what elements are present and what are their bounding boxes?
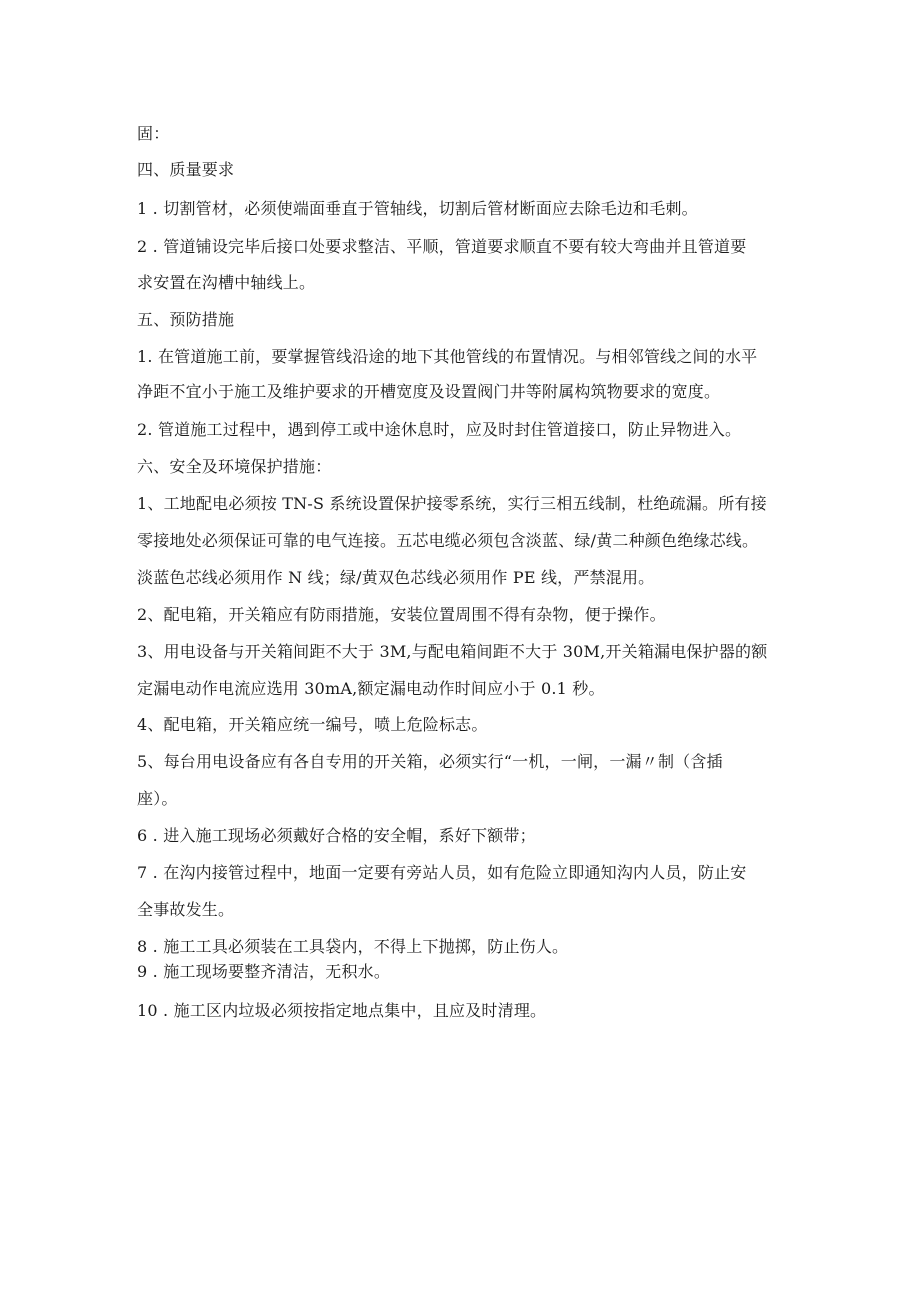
text-line: 定漏电动作电流应选用 30mA,额定漏电动作时间应小于 0.1 秒。 <box>137 679 605 698</box>
text-line: 淡蓝色芯线必须用作 N 线；绿/黄双色芯线必须用作 PE 线，严禁混用。 <box>137 568 655 587</box>
text-line: 零接地处必须保证可靠的电气连接。五芯电缆必须包含淡蓝、绿/黄二种颜色绝缘芯线。 <box>137 531 759 550</box>
text-line: 固： <box>137 124 170 143</box>
text-line: 2. 管道施工过程中，遇到停工或中途休息时，应及时封住管道接口，防止异物进入。 <box>137 420 742 439</box>
section-heading: 六、安全及环境保护措施： <box>137 457 332 476</box>
text-line: 全事故发生。 <box>137 900 235 919</box>
text-line: 1、工地配电必须按 TN-S 系统设置保护接零系统，实行三相五线制，杜绝疏漏。所有接 <box>137 494 767 513</box>
text-line: 净距不宜小于施工及维护要求的开槽宽度及设置阀门井等附属构筑物要求的宽度。 <box>137 382 721 401</box>
text-line: 10 . 施工区内垃圾必须按指定地点集中，且应及时清理。 <box>137 1001 547 1020</box>
text-line: 座）。 <box>137 789 178 808</box>
text-line: 2 . 管道铺设完毕后接口处要求整洁、平顺，管道要求顺直不要有较大弯曲并且管道要 <box>137 237 747 256</box>
text-line: 1. 在管道施工前，要掌握管线沿途的地下其他管线的布置情况。与相邻管线之间的水平 <box>137 347 758 366</box>
text-line: 2、配电箱，开关箱应有防雨措施，安装位置周围不得有杂物，便于操作。 <box>137 605 666 624</box>
text-line: 1 . 切割管材，必须使端面垂直于管轴线，切割后管材断面应去除毛边和毛刺。 <box>137 199 698 218</box>
text-line: 7 . 在沟内接管过程中，地面一定要有旁站人员，如有危险立即通知沟内人员，防止安 <box>137 863 747 882</box>
section-heading: 四、质量要求 <box>137 160 235 179</box>
text-line: 6 . 进入施工现场必须戴好合格的安全帽，系好下额带； <box>137 826 536 845</box>
section-heading: 五、预防措施 <box>137 310 235 329</box>
text-line: 求安置在沟槽中轴线上。 <box>137 273 316 292</box>
text-line: 8 . 施工工具必须装在工具袋内，不得上下抛掷，防止伤人。 <box>137 937 569 956</box>
text-line: 4、配电箱，开关箱应统一编号，喷上危险标志。 <box>137 715 488 734</box>
text-line: 5、每台用电设备应有各自专用的开关箱，必须实行“一机，一闸，一漏〃制（含插 <box>137 752 723 771</box>
text-line: 3、用电设备与开关箱间距不大于 3M,与配电箱间距不大于 30M,开关箱漏电保护器的额 <box>137 642 768 661</box>
text-line: 9 . 施工现场要整齐清洁，无积水。 <box>137 962 391 981</box>
